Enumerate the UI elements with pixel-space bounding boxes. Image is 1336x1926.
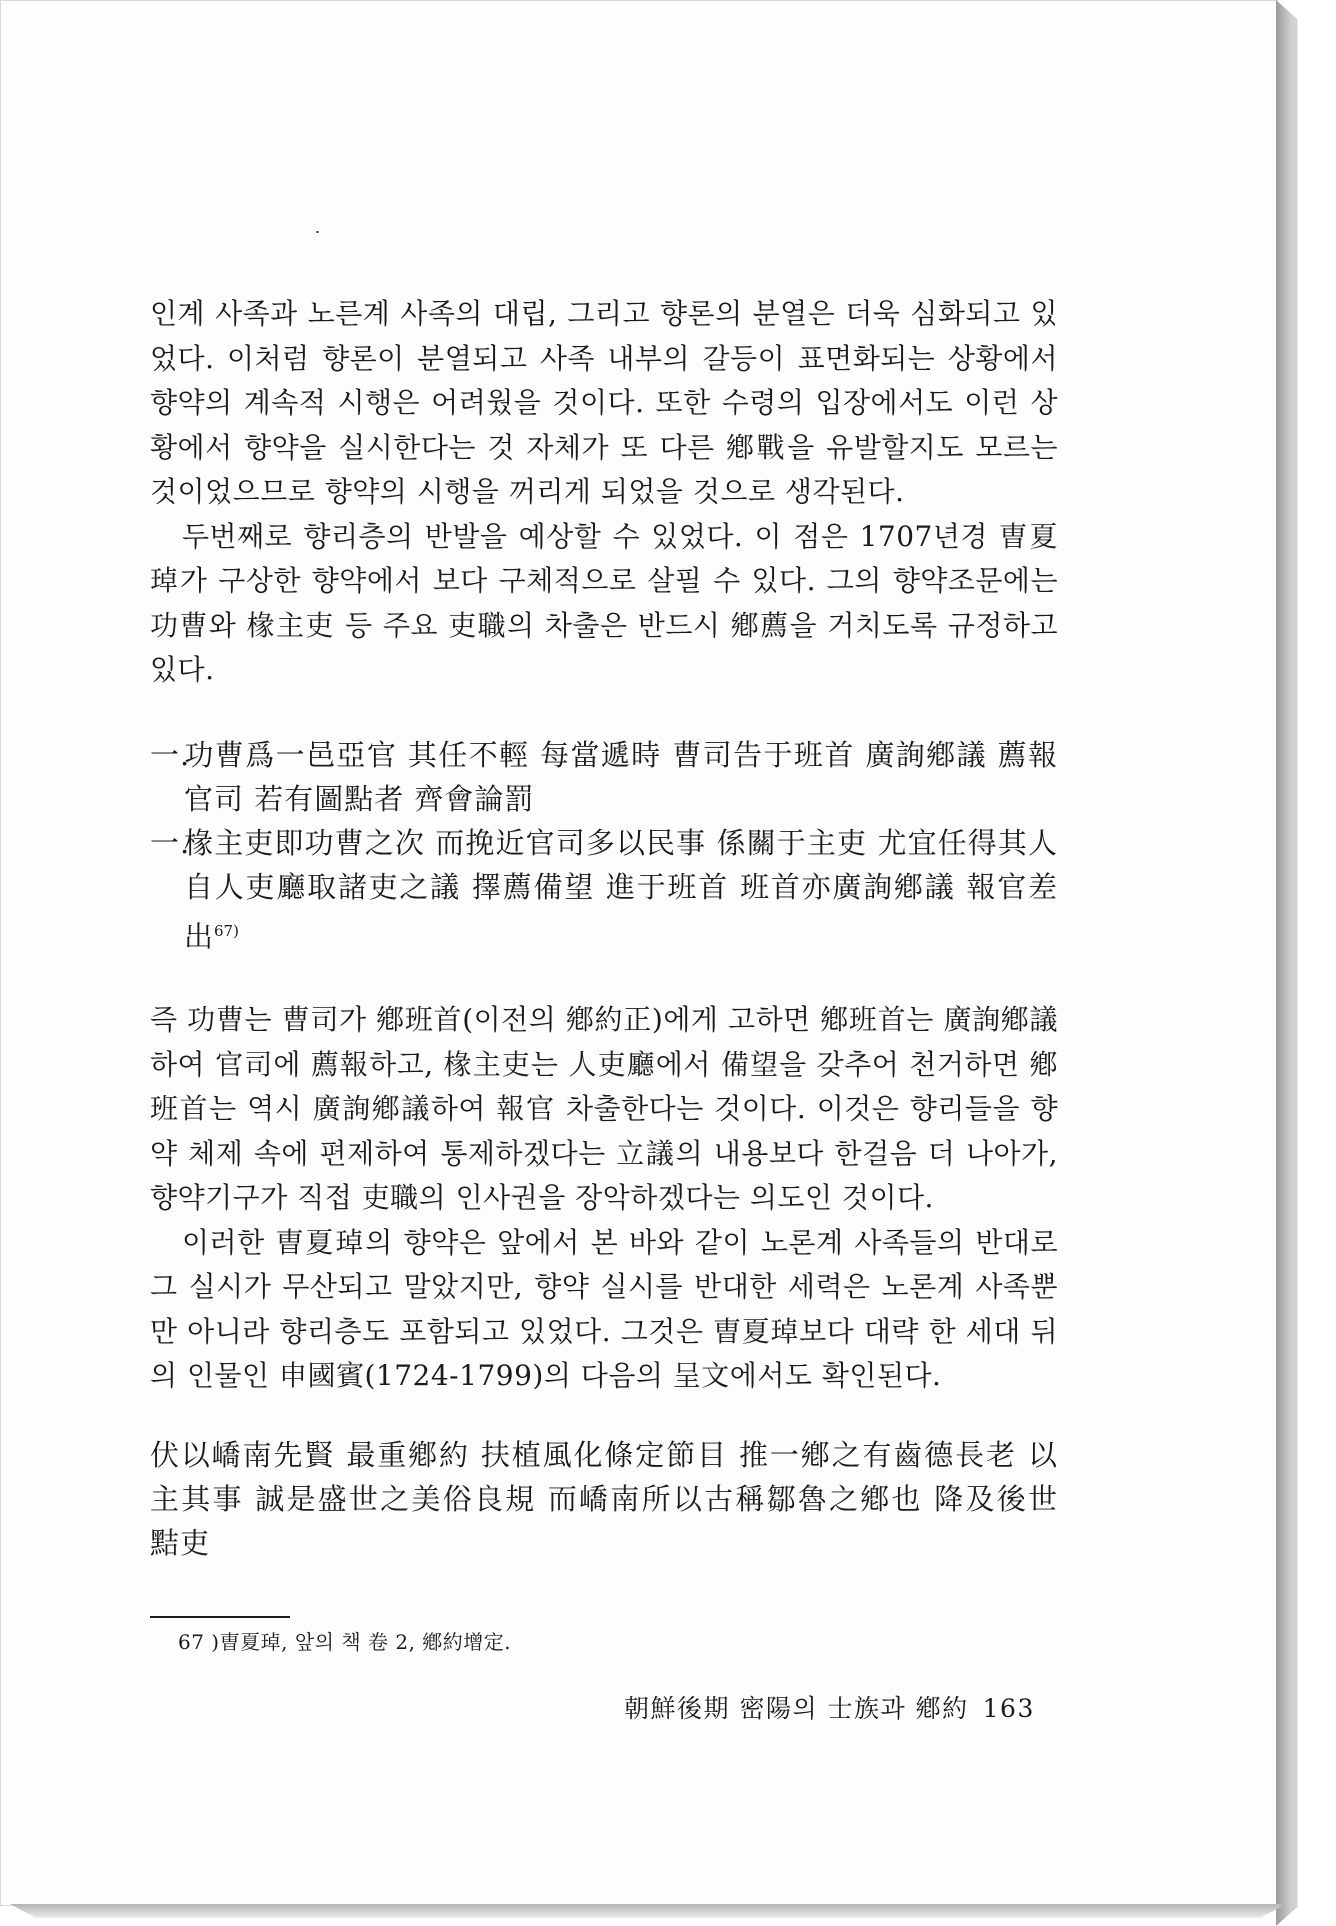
item-marker: 一. [150, 825, 191, 860]
regulation-item-1-text: 功曹爲一邑亞官 其任不輕 每當遞時 曹司告于班首 廣詢鄕議 薦報官司 若有圖點者 齊會論罰 [184, 737, 1058, 816]
spacer [150, 1399, 1058, 1433]
page-edge-shadow [1276, 0, 1336, 1926]
regulation-item-2-text: 椽主吏即功曹之次 而挽近官司多以民事 係關于主吏 尤宜任得其人 自人吏廳取諸吏之議 擇薦備望 進于班首 班首亦廣詢鄕議 報官差出 [184, 825, 1058, 954]
footnote-rule [150, 1616, 290, 1618]
regulation-item-2 [150, 821, 1058, 959]
quoted-petition: 伏以嶠南先賢 最重鄕約 扶植風化條定節目 推一鄕之有齒德長老 以主其事 誠是盛世之美俗良規 而嶠南所以古稱鄒魯之鄕也 降及後世 黠吏 [150, 1437, 1058, 1560]
body-paragraph-2: 두번째로 향리층의 반발을 예상할 수 있었다. 이 점은 1707년경 曺夏琸가 구상한 향약에서 보다 구체적으로 살필 수 있다. 그의 향약조문에는 功曹와 椽主吏 등 주요 吏職의 차출은 반드시 鄕薦을 거치도록 규정하고 있다. [150, 519, 1058, 686]
body-paragraph-1: 인계 사족과 노른계 사족의 대립, 그리고 향론의 분열은 더욱 심화되고 있었다. 이처럼 향론이 분열되고 사족 내부의 갈등이 표면화되는 상황에서 향약의 계속적 시행은 어려웠을 것이다. 또한 수령의 입장에서도 이런 상황에서 향약을 실시한다는 것 자체가 또 다른 鄕戰을 유발할지도 모르는 것이었으므로 향약의 시행을 꺼리게 되었을 것으로 생각된다. [150, 297, 1058, 508]
page-body [150, 292, 1058, 1565]
scan-speck [316, 231, 319, 233]
body-paragraph-4: 이러한 曺夏琸의 향약은 앞에서 본 바와 같이 노론계 사족들의 반대로 그 실시가 무산되고 말았지만, 향약 실시를 반대한 세력은 노론계 사족뿐만 아니라 향리층도 포함되고 있었다. 그것은 曺夏琸보다 대략 한 세대 뒤의 인물인 申國賓(1724-1799)의 다음의 呈文에서도 확인된다. [150, 1225, 1058, 1393]
body-paragraph-3: 즉 功曹는 曹司가 鄕班首(이전의 鄕約正)에게 고하면 鄕班首는 廣詢鄕議하여 官司에 薦報하고, 椽主吏는 人吏廳에서 備望을 갖추어 천거하면 鄕班首는 역시 廣詢鄕議하여 報官 차출한다는 것이다. 이것은 향리들을 향약 체제 속에 편제하여 통제하겠다는 立議의 내용보다 한걸음 더 나아가, 향약기구가 직접 吏職의 인사권을 장악하겠다는 의도인 것이다. [150, 1003, 1058, 1215]
page-number: 163 [982, 1694, 1035, 1723]
quoted-regulation [150, 733, 1058, 959]
footnote-67: 67 )曺夏琸, 앞의 책 卷 2, 鄕約增定. [178, 1630, 512, 1654]
item-marker: 一. [150, 737, 191, 772]
running-title: 朝鮮後期 密陽의 士族과 鄕約 [624, 1694, 969, 1723]
footnote-ref: 67) [214, 921, 239, 940]
regulation-item-1 [150, 733, 1058, 821]
running-header [624, 1693, 1035, 1725]
spacer [150, 958, 1058, 998]
spacer [150, 693, 1058, 733]
page-bottom-shadow [10, 1904, 1286, 1918]
